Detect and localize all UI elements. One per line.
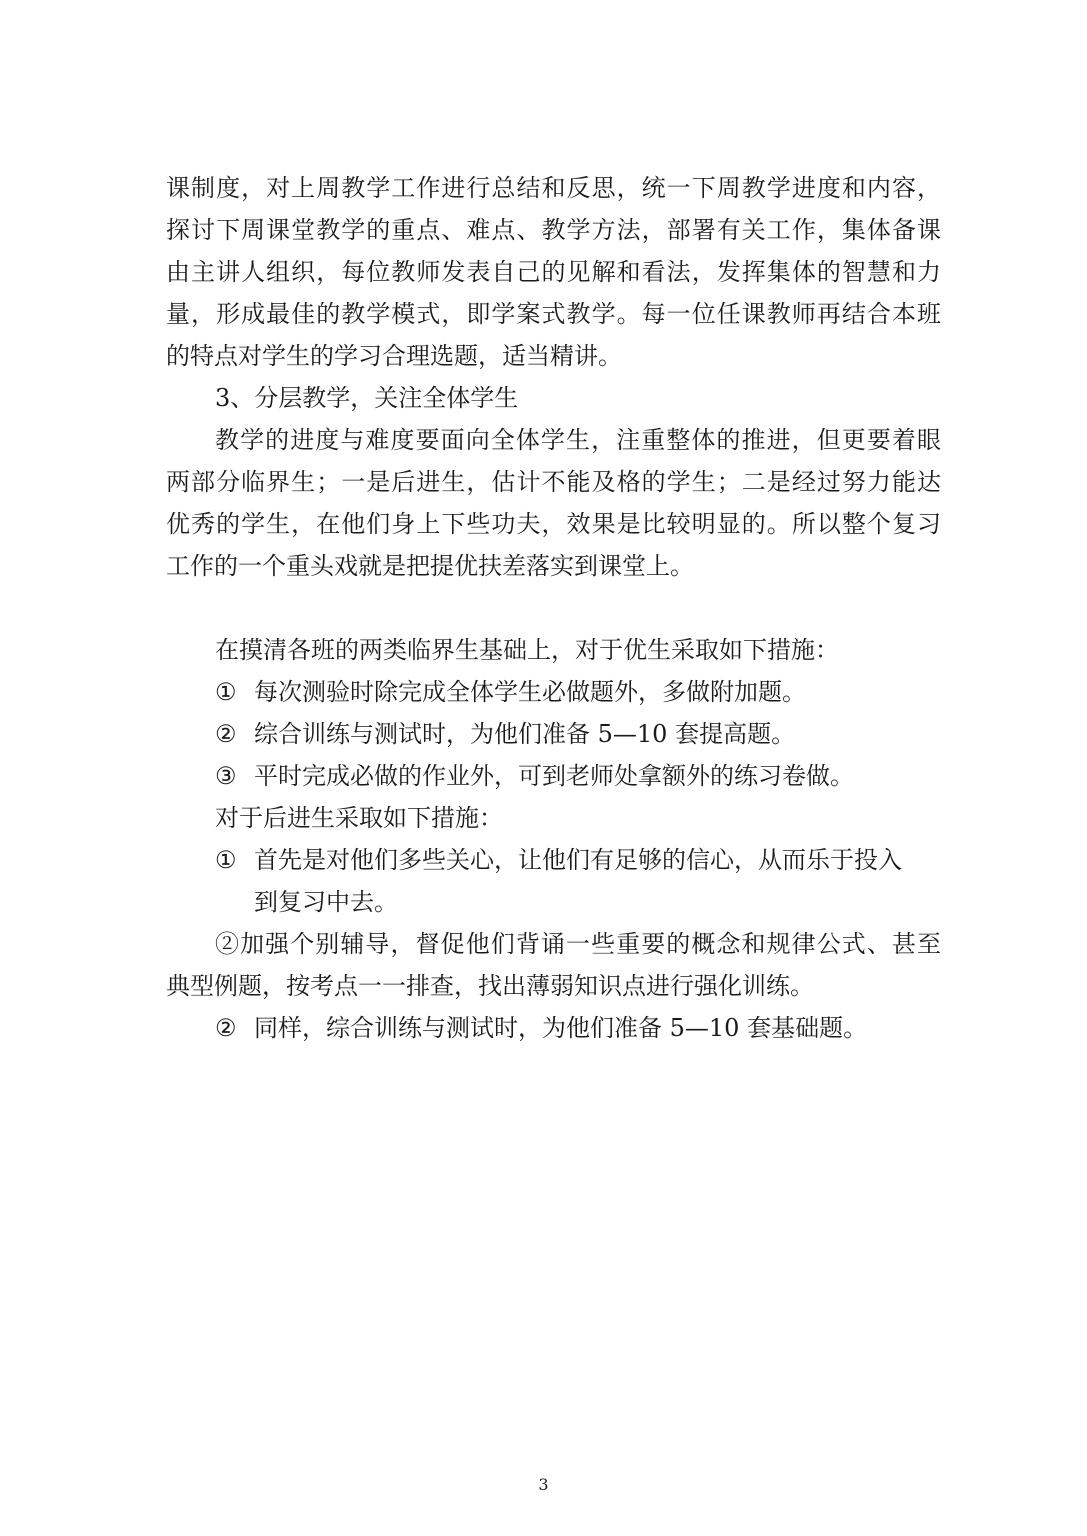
list-item: [215, 675, 941, 709]
paragraph-line: 两部分临界生；一是后进生，估计不能及格的学生；二是经过努力能达: [166, 468, 941, 496]
list-item-continuation: 典型例题，按考点一一排查，找出薄弱知识点进行强化训练。: [166, 972, 814, 1000]
list-marker: ①: [215, 846, 237, 874]
list-item-text: 每次测验时除完成全体学生必做题外，多做附加题。: [254, 678, 806, 706]
list-item: [215, 1011, 941, 1045]
list-item-continuation: 到复习中去。: [254, 888, 398, 916]
list-item-text: 综合训练与测试时，为他们准备 5—10 套提高题。: [254, 720, 796, 748]
paragraph-line: 的特点对学生的学习合理选题，适当精讲。: [166, 342, 622, 370]
list-marker: ②: [215, 720, 237, 748]
list-item: [215, 843, 941, 877]
paragraph-line: 由主讲人组织，每位教师发表自己的见解和看法，发挥集体的智慧和力: [166, 258, 941, 286]
measures-intro: 在摸清各班的两类临界生基础上，对于优生采取如下措施：: [215, 636, 839, 664]
list-item: [215, 717, 941, 751]
list-marker: ②: [215, 1014, 237, 1042]
paragraph-line: 工作的一个重头戏就是把提优扶差落实到课堂上。: [166, 552, 694, 580]
paragraph-line: 探讨下周课堂教学的重点、难点、教学方法，部署有关工作，集体备课: [166, 216, 941, 244]
list-item-text: 同样，综合训练与测试时，为他们准备 5—10 套基础题。: [254, 1014, 868, 1042]
list-item-text: 首先是对他们多些关心，让他们有足够的信心，从而乐于投入: [254, 846, 902, 874]
list-item: ②加强个别辅导，督促他们背诵一些重要的概念和规律公式、甚至: [215, 930, 941, 958]
paragraph-line: 课制度，对上周教学工作进行总结和反思，统一下周教学进度和内容，: [166, 174, 941, 202]
page-number: 3: [538, 1475, 549, 1494]
section-heading: 3、分层教学，关注全体学生: [215, 384, 519, 412]
paragraph-line: 量，形成最佳的教学模式，即学案式教学。每一位任课教师再结合本班: [166, 300, 941, 328]
list-marker: ①: [215, 678, 237, 706]
list-marker: ③: [215, 762, 237, 790]
list-item-text: 平时完成必做的作业外，可到老师处拿额外的练习卷做。: [254, 762, 854, 790]
list-item: [215, 759, 941, 793]
paragraph-line: 教学的进度与难度要面向全体学生，注重整体的推进，但更要着眼: [215, 426, 941, 454]
paragraph-line: 优秀的学生，在他们身上下些功夫，效果是比较明显的。所以整个复习: [166, 510, 941, 538]
measures-intro: 对于后进生采取如下措施：: [215, 804, 503, 832]
